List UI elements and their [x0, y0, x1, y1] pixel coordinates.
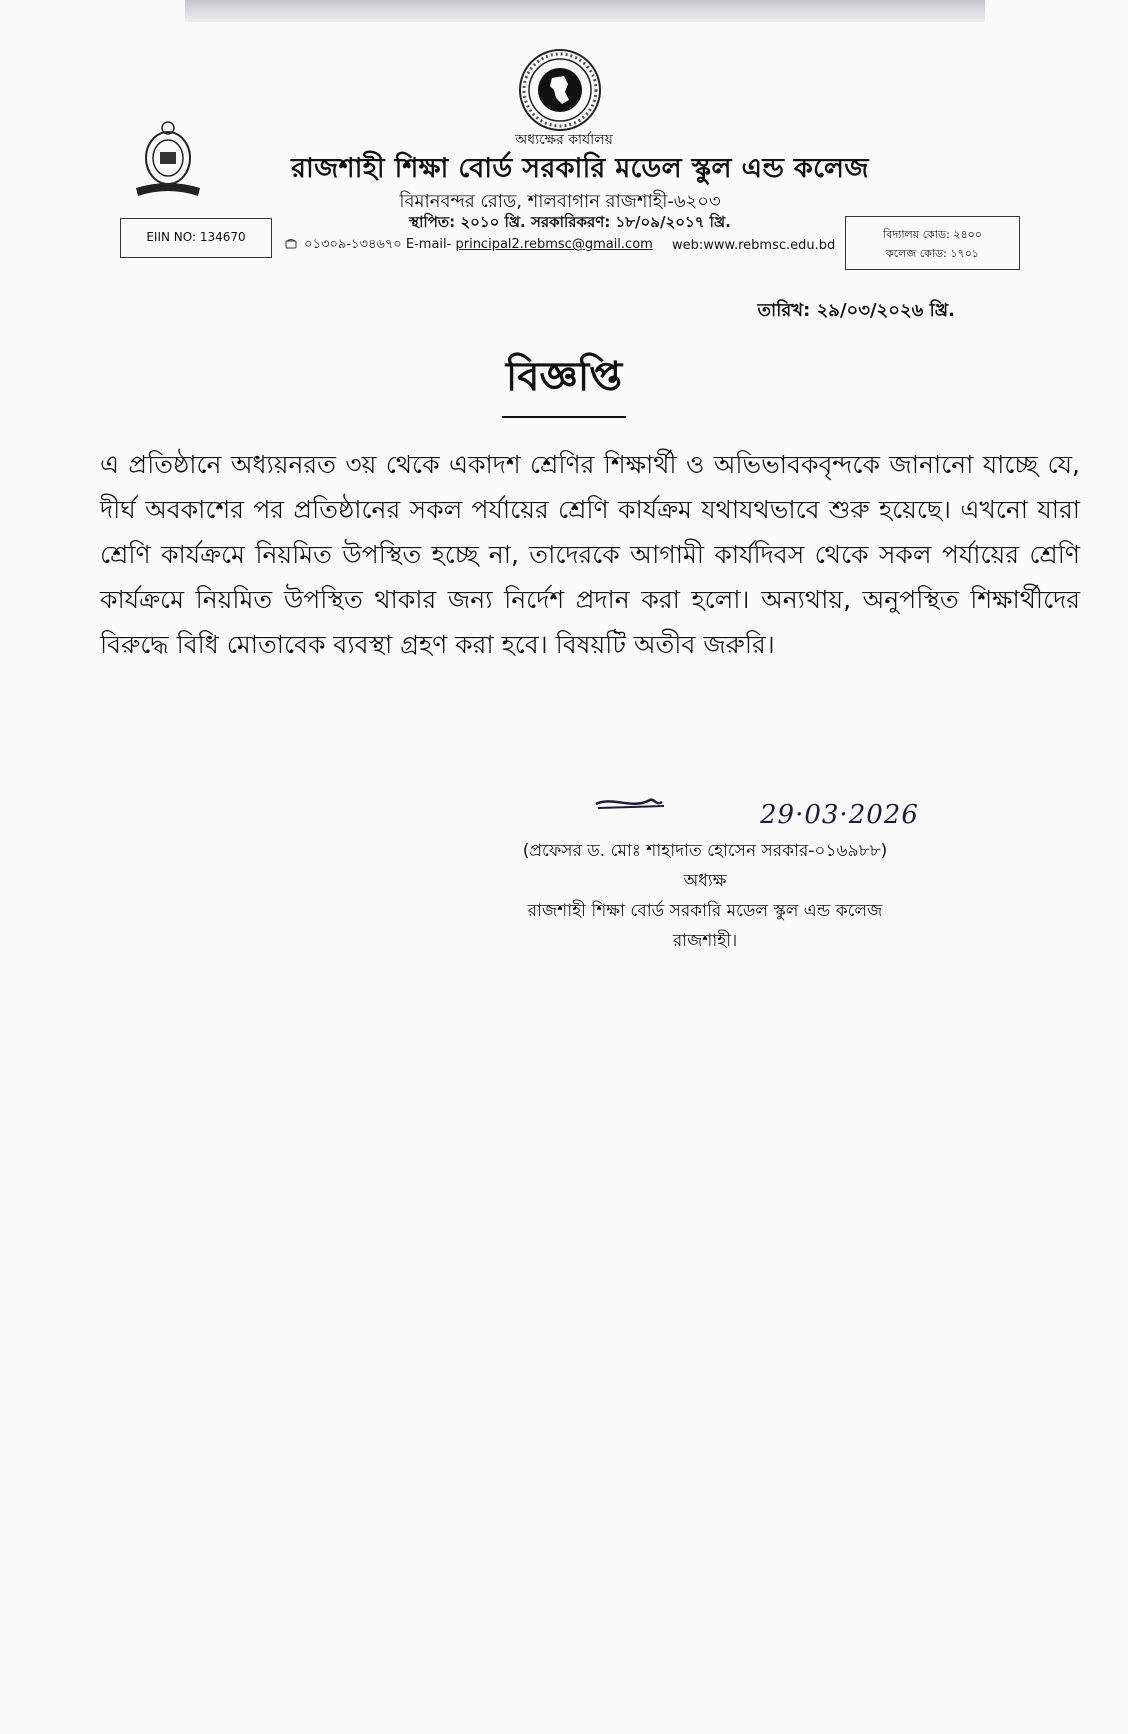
school-address: বিমানবন্দর রোড, শালবাগান রাজশাহী-৬২০৩	[399, 191, 721, 212]
eiin-box: EIIN NO: 134670	[120, 218, 272, 258]
signer-name: (প্রফেসর ড. মোঃ শাহাদাত হোসেন সরকার-০১৬৯৮৮)	[522, 841, 888, 861]
school-name: রাজশাহী শিক্ষা বোর্ড সরকারি মডেল স্কুল এন্ড কলেজ	[291, 153, 869, 184]
college-code: কলেজ কোড: ১৭০১	[886, 247, 979, 260]
founded-info: স্থাপিত: ২০১০ খ্রি. সরকারিকরণ: ১৮/০৯/২০১৭ খ্রি.	[409, 213, 731, 231]
website-link[interactable]: web:www.rebmsc.edu.bd	[672, 238, 836, 253]
signer-block	[455, 836, 955, 956]
office-label: অধ্যক্ষের কার্যালয়	[515, 132, 613, 148]
government-seal-icon	[518, 48, 602, 132]
notice-body: এ প্রতিষ্ঠানে অধ্যয়নরত ৩য় থেকে একাদশ শ্রেণির শিক্ষার্থী ও অভিভাবকবৃন্দকে জানানো যাচ্ছে যে, দীর্ঘ অবকাশের পর প্রতিষ্ঠানের সকল পর্যায়ের শ্রেণি কার্যক্রম যথাযথভাবে শুরু হয়েছে। এখনো যারা শ্রেণি কার্যক্রমে নিয়মিত উপস্থিত হচ্ছে না, তাদেরকে আগামী কার্যদিবস থেকে সকল পর্যায়ের শ্রেণি কার্যক্রমে নিয়মিত উপস্থিত থাকার জন্য নির্দেশ প্রদান করা হলো। অন্যথায়, অনুপস্থিত শিক্ষার্থীদের বিরুদ্ধে বিধি মোতাবেক ব্যবস্থা গ্রহণ করা হবে। বিষয়টি অতীব জরুরি।	[100, 450, 1080, 659]
signer-city: রাজশাহী।	[672, 931, 738, 951]
notice-date: তারিখ: ২৯/০৩/২০২৬ খ্রি.	[757, 300, 955, 321]
email-link[interactable]: principal2.rebmsc@gmail.com	[455, 237, 653, 252]
signature-date: 29·03·2026	[760, 800, 919, 830]
scan-edge-shadow	[185, 0, 985, 22]
signer-designation: অধ্যক্ষ	[683, 871, 727, 891]
school-code: বিদ্যালয় কোড: ২৪০০	[883, 228, 982, 241]
contact-row	[285, 235, 653, 256]
signer-institution: রাজশাহী শিক্ষা বোর্ড সরকারি মডেল স্কুল এন্ড কলেজ	[527, 901, 883, 921]
phone-number: ০১৩০৯-১৩৪৬৭০	[304, 237, 402, 252]
codes-box	[845, 216, 1020, 270]
phone-icon	[285, 238, 297, 249]
notice-title: বিজ্ঞপ্তি	[502, 345, 626, 418]
email-label: E-mail-	[405, 237, 452, 252]
